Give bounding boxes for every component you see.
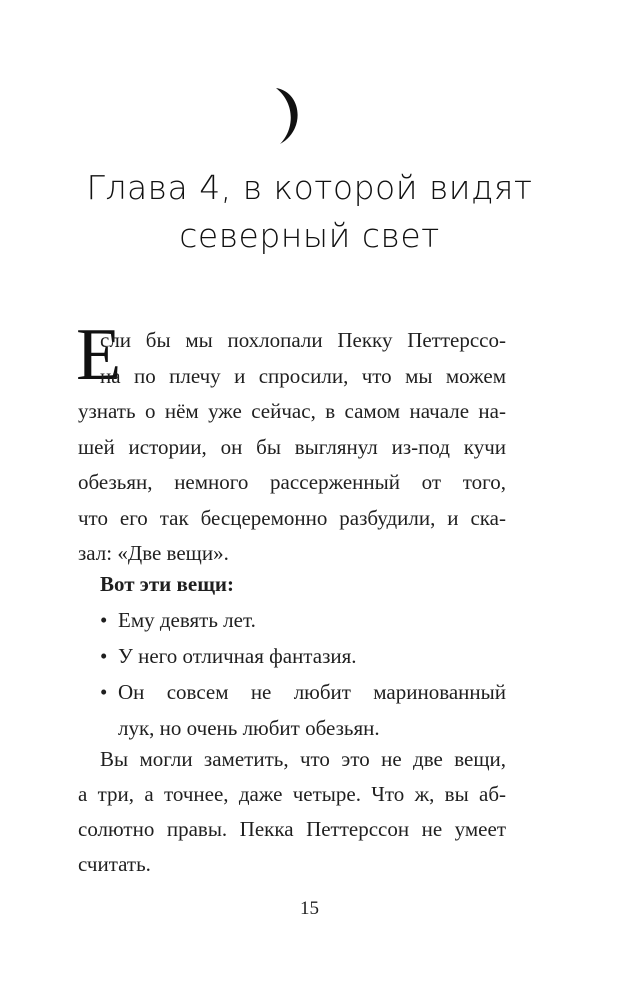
- crescent-moon-icon: [268, 86, 308, 146]
- paragraph-2-line: считать.: [78, 852, 151, 876]
- paragraph-1-line: шей истории, он бы выглянул из-под кучи: [78, 434, 506, 459]
- chapter-title-line-2: северный свет: [179, 216, 440, 255]
- paragraph-2-line: Вы могли заметить, что это не две вещи,: [100, 747, 506, 771]
- things-list: [100, 566, 506, 746]
- list-item: [100, 638, 506, 674]
- list-item-text: Он совсем не любит маринованный: [118, 680, 506, 704]
- drop-cap: Е: [76, 314, 122, 396]
- page-number: 15: [300, 898, 319, 919]
- list-item: [100, 602, 506, 638]
- paragraph-2: [78, 777, 506, 882]
- list-item-text: У него отличная фантазия.: [118, 644, 357, 668]
- bullet-icon: •: [100, 644, 108, 668]
- chapter-title-line-1: Глава 4, в которой видят: [86, 168, 533, 207]
- paragraph-1-line: что его так бесцеремонно разбудили, и ска-: [78, 505, 506, 530]
- paragraph-2-line: солютно правы. Пекка Петтерссон не умеет: [78, 817, 506, 841]
- bullet-icon: •: [100, 608, 108, 632]
- list-item-continuation: лук, но очень любит обезьян.: [118, 716, 380, 740]
- paragraph-1-line: на по плечу и спросили, что мы можем: [100, 363, 506, 388]
- paragraph-1: [78, 323, 506, 572]
- paragraph-1-line: зал: «Две вещи».: [78, 541, 229, 565]
- paragraph-2-line: а три, а точнее, даже четыре. Что ж, вы аб-: [78, 782, 506, 806]
- paragraph-2-first-line: [100, 742, 506, 777]
- paragraph-1-line: сли бы мы похлопали Пекку Петтерссо-: [100, 328, 506, 352]
- paragraph-1-line: обезьян, немного рассерженный от того,: [78, 470, 506, 494]
- bullet-icon: •: [100, 680, 108, 704]
- list-heading: Вот эти вещи:: [100, 572, 235, 596]
- paragraph-1-line: узнать о нём уже сейчас, в самом начале на-: [78, 399, 506, 423]
- list-item-text: Ему девять лет.: [118, 608, 256, 632]
- list-item: [100, 674, 506, 710]
